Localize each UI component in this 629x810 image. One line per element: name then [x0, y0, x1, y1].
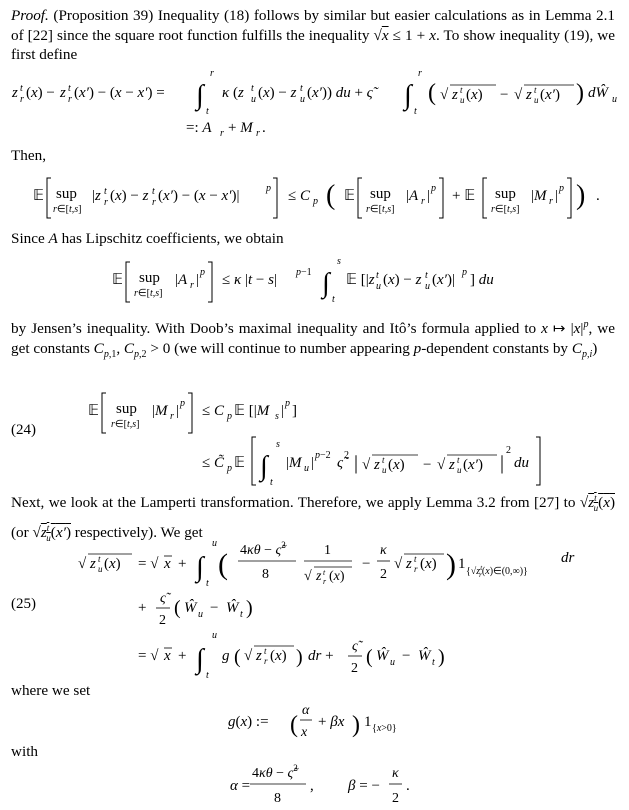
svg-text:t: t [323, 568, 326, 577]
svg-text:r∈[t,s]: r∈[t,s] [366, 204, 395, 215]
svg-text:1: 1 [458, 556, 466, 572]
svg-text:r: r [220, 128, 224, 139]
svg-text:,: , [310, 778, 314, 794]
svg-text:z: z [374, 457, 380, 473]
svg-text:sup: sup [139, 270, 160, 286]
svg-text:(: ( [234, 646, 241, 668]
svg-text:|: | [196, 272, 200, 288]
svg-text:sup: sup [56, 186, 77, 202]
svg-text:z: z [406, 556, 412, 572]
svg-text:): ) [352, 712, 360, 738]
svg-text:{√ztr(x)∈(0,∞)}: {$√z^t$ r(x)∈(0,∞)} [466, 564, 528, 579]
svg-text:p: p [431, 183, 436, 194]
svg-text:p: p [559, 183, 564, 194]
svg-text:Ŵ: Ŵ [226, 600, 239, 616]
svg-text:r: r [264, 656, 268, 666]
svg-text:𝔼: 𝔼 [344, 188, 355, 204]
svg-text:t: t [425, 270, 428, 281]
svg-text:r: r [323, 577, 327, 586]
svg-text:|A: |A [175, 272, 188, 288]
equation-alpha-beta [0, 762, 629, 808]
svg-text:8: 8 [262, 567, 269, 582]
svg-text:≤ C̃: ≤ C̃ [202, 455, 224, 471]
svg-text:t: t [300, 83, 303, 94]
svg-text:(x) − z: (x) − z [258, 85, 297, 101]
svg-text:√: √ [244, 648, 253, 664]
lipschitz-paragraph: Since A has Lipschitz coefficients, we obtain [11, 230, 284, 247]
equation-number-24: (24) [11, 422, 36, 438]
svg-text:u: u [460, 95, 465, 105]
svg-text:z: z [256, 648, 262, 664]
svg-text:= √: = √ [138, 556, 159, 572]
svg-text:u: u [425, 281, 430, 292]
svg-text:t: t [251, 83, 254, 94]
svg-text:𝔼 [|M: 𝔼 [|M [234, 403, 270, 419]
svg-text:x: x [301, 725, 308, 740]
svg-text:|: | [281, 403, 285, 419]
svg-text:z: z [526, 87, 532, 103]
equation-g [0, 700, 629, 742]
svg-text:t: t [332, 294, 335, 305]
svg-text:t: t [20, 83, 23, 94]
svg-text:∫: ∫ [196, 644, 204, 675]
svg-text:dŴ: dŴ [588, 85, 608, 101]
svg-text:sup: sup [370, 186, 391, 202]
svg-text:+: + [138, 600, 147, 616]
svg-text:(x′) − (x − x′) =: (x′) − (x − x′) = [74, 85, 165, 101]
svg-text:|: | [427, 188, 431, 204]
svg-text:s: s [276, 439, 280, 450]
svg-text:(x): (x) [420, 556, 437, 572]
svg-text:+: + [178, 556, 187, 572]
svg-text:+ βx: + βx [318, 714, 345, 730]
svg-text:t: t [270, 477, 273, 488]
svg-text:p: p [227, 463, 232, 474]
svg-text:s: s [275, 411, 279, 422]
svg-text:8: 8 [274, 791, 281, 806]
svg-text:𝔼: 𝔼 [33, 188, 44, 204]
svg-text:(: ( [290, 712, 298, 738]
proof-paragraph: Proof. (Proposition 39) Inequality (18) follows by similar but easier calculations as in Lemma 2.1 of [22] since the square root function fulfills the inequality √x ≤ 1 + x. To show inequality (19), we first define [11, 7, 616, 64]
svg-text:+: + [178, 648, 187, 664]
svg-text:4κθ − ς̃2: 4κθ − ς̃$^2$ [252, 763, 298, 781]
svg-text:(x) −: (x) − [26, 85, 55, 101]
svg-text:−: − [210, 600, 219, 616]
svg-text:2: 2 [159, 613, 166, 628]
svg-text:z: z [90, 556, 96, 572]
svg-text:(x): (x) [270, 648, 287, 664]
svg-text:z: z [12, 85, 18, 101]
svg-text:p: p [266, 183, 271, 194]
svg-text:t: t [152, 186, 155, 197]
equation-number-25: (25) [11, 596, 36, 612]
svg-text:∫: ∫ [322, 268, 330, 299]
svg-text:(: ( [366, 646, 373, 668]
svg-text:(x′)|: (x′)| [432, 272, 455, 288]
svg-text:−: − [362, 556, 371, 572]
svg-text:(x): (x) [388, 457, 405, 473]
svg-text:p: p [313, 196, 318, 207]
svg-text:≤ κ |t − s|: ≤ κ |t − s| [222, 272, 277, 288]
svg-text:): ) [576, 180, 586, 211]
svg-text:r: r [256, 128, 260, 139]
svg-text:r: r [418, 68, 422, 79]
equation-lipschitz [0, 250, 629, 310]
svg-text:r: r [68, 94, 72, 105]
svg-text:|M: |M [531, 188, 547, 204]
svg-text:√: √ [304, 569, 312, 584]
svg-text:r: r [20, 94, 24, 105]
svg-text:t: t [206, 578, 209, 589]
svg-text:t: t [240, 609, 243, 620]
svg-text:p: p [200, 267, 205, 278]
svg-text:2: 2 [344, 450, 349, 461]
svg-text:α: α [302, 703, 310, 718]
svg-text:√: √ [440, 87, 449, 103]
svg-text:(: ( [174, 597, 181, 619]
svg-text:u: u [382, 465, 387, 475]
equation-definition [0, 64, 629, 144]
svg-text:(: ( [218, 548, 228, 581]
svg-text:≤ C: ≤ C [288, 188, 310, 204]
svg-text:1: 1 [364, 714, 372, 730]
svg-text:u: u [300, 94, 305, 105]
then-label: Then, [11, 147, 47, 164]
svg-text:Ŵ: Ŵ [184, 600, 197, 616]
svg-text:r: r [170, 411, 174, 422]
svg-text:{x>0}: {x>0} [372, 723, 397, 734]
svg-text:g(x) :=: g(x) := [228, 714, 269, 730]
svg-text:2: 2 [392, 791, 399, 806]
svg-text:t: t [206, 106, 209, 117]
svg-text:∫: ∫ [196, 80, 204, 111]
svg-text:(x′): (x′) [463, 457, 483, 473]
svg-text:.: . [262, 120, 266, 136]
svg-text:u: u [457, 465, 462, 475]
svg-text:−: − [500, 87, 509, 103]
svg-text:.: . [596, 188, 600, 204]
svg-text:=: A: =: A [186, 120, 212, 136]
svg-text:u: u [304, 463, 309, 474]
svg-text:(x′): (x′) [540, 87, 560, 103]
svg-text:): ) [576, 80, 584, 106]
svg-text:ς̃: ς̃ [160, 591, 166, 606]
svg-text:α =: α = [230, 778, 251, 794]
lamperti-paragraph: Next, we look at the Lamperti transformation. Therefore, we apply Lemma 3.2 from [27] to $√z^t_u(x)$ (or $√z^t_u(x')$ respectively). We get [11, 493, 615, 543]
svg-text:t: t [104, 186, 107, 197]
svg-text:𝔼: 𝔼 [112, 272, 123, 288]
svg-text:√: √ [514, 87, 523, 103]
svg-text:t: t [68, 83, 71, 94]
svg-text:t: t [414, 554, 417, 564]
svg-text:(x) − z: (x) − z [383, 272, 422, 288]
svg-text:(x′) − (x − x′)|: (x′) − (x − x′)| [158, 188, 240, 204]
svg-text:u: u [390, 657, 395, 668]
svg-text:κ: κ [380, 543, 387, 558]
svg-text:t: t [432, 657, 435, 668]
svg-text:|: | [354, 452, 359, 474]
svg-text:2: 2 [380, 567, 387, 582]
svg-text:u: u [612, 94, 617, 105]
svg-text:≤ C: ≤ C [202, 403, 224, 419]
svg-text:x: x [164, 648, 171, 664]
svg-text:|M: |M [152, 403, 168, 419]
svg-text:r∈[t,s]: r∈[t,s] [53, 204, 82, 215]
svg-text:(x) − z: (x) − z [110, 188, 149, 204]
svg-text:t: t [534, 85, 537, 95]
svg-text:u: u [376, 281, 381, 292]
svg-text:g: g [222, 648, 230, 664]
svg-text:∫: ∫ [404, 80, 412, 111]
svg-text:|: | [176, 403, 180, 419]
equation-25 [0, 532, 629, 680]
svg-text:𝔼: 𝔼 [234, 455, 245, 471]
svg-text:dr +: dr + [308, 648, 334, 664]
svg-text:(x): (x) [466, 87, 483, 103]
svg-text:z: z [316, 569, 322, 584]
svg-text:u: u [534, 95, 539, 105]
svg-text:−: − [402, 648, 411, 664]
svg-text:∫: ∫ [260, 451, 268, 482]
svg-text:t: t [264, 646, 267, 656]
svg-text:r∈[t,s]: r∈[t,s] [491, 204, 520, 215]
svg-text:2: 2 [506, 445, 511, 456]
svg-text:−: − [423, 457, 432, 473]
svg-text:du: du [514, 455, 529, 471]
svg-text:t: t [414, 106, 417, 117]
svg-text:4κθ − ς̃2: 4κθ − ς̃$^2$ [240, 540, 286, 558]
svg-text:u: u [251, 94, 256, 105]
svg-text:]: ] [292, 403, 297, 419]
svg-text:𝔼: 𝔼 [88, 403, 99, 419]
svg-text:ς̃: ς̃ [337, 455, 344, 471]
svg-text:t: t [382, 455, 385, 465]
svg-text:√: √ [78, 556, 87, 572]
svg-text:): ) [438, 646, 445, 668]
svg-text:u: u [212, 630, 217, 641]
where-label: where we set [11, 682, 91, 699]
svg-text:t: t [98, 554, 101, 564]
svg-text:r: r [104, 197, 108, 208]
svg-text:r: r [421, 196, 425, 207]
svg-text:|: | [311, 455, 315, 471]
svg-text:(: ( [326, 180, 336, 211]
jensen-paragraph: by Jensen’s inequality. With Doob’s maximal inequality and Itô’s formula applied to x ↦ $|x|^p$, we get constants $C_{p,1}$, $C_{p,2} > 0$ (we will continue to number appearing p-dependent constants by $C_{p,i}$) [11, 319, 615, 360]
svg-text:t: t [457, 455, 460, 465]
svg-text:(: ( [428, 80, 436, 106]
svg-text:(x): (x) [329, 569, 345, 584]
svg-text:sup: sup [495, 186, 516, 202]
svg-text:|: | [555, 188, 559, 204]
svg-text:] du: ] du [470, 272, 494, 288]
svg-text:sup: sup [116, 401, 137, 417]
svg-text:ς̃: ς̃ [352, 639, 358, 654]
svg-text:r: r [190, 280, 194, 291]
svg-text:t: t [376, 270, 379, 281]
svg-text:s: s [337, 256, 341, 267]
svg-text:|z: |z [92, 188, 101, 204]
svg-text:p−1: p−1 [296, 267, 312, 278]
svg-text:u: u [98, 564, 103, 574]
svg-text:): ) [296, 646, 303, 668]
svg-text:.: . [406, 778, 410, 794]
svg-text:dr: dr [561, 550, 575, 566]
svg-text:|A: |A [406, 188, 419, 204]
svg-text:z: z [449, 457, 455, 473]
equation-then [0, 166, 629, 228]
svg-text:r: r [152, 197, 156, 208]
svg-text:p: p [462, 267, 467, 278]
svg-text:√: √ [362, 457, 371, 473]
svg-text:u: u [198, 609, 203, 620]
svg-text:+ 𝔼: + 𝔼 [452, 188, 476, 204]
svg-text:= √: = √ [138, 648, 159, 664]
svg-text:∫: ∫ [196, 552, 204, 583]
svg-text:κ (z: κ (z [222, 85, 244, 101]
with-label: with [11, 743, 39, 760]
svg-text:r: r [549, 196, 553, 207]
svg-text:p: p [227, 411, 232, 422]
svg-text:p−2: p−2 [315, 450, 331, 461]
svg-text:|: | [500, 452, 505, 474]
svg-text:𝔼 [|z: 𝔼 [|z [346, 272, 375, 288]
svg-text:u: u [212, 538, 217, 549]
svg-text:z: z [452, 87, 458, 103]
svg-text:z: z [60, 85, 66, 101]
svg-text:κ: κ [392, 766, 399, 781]
svg-text:√: √ [394, 556, 403, 572]
svg-text:(x′)) du + ς̃: (x′)) du + ς̃ [307, 85, 373, 101]
svg-text:1: 1 [324, 543, 331, 558]
equation-24 [0, 385, 629, 490]
svg-text:|M: |M [286, 455, 302, 471]
svg-text:+ M: + M [228, 120, 253, 136]
svg-text:p: p [180, 398, 185, 409]
svg-text:t: t [206, 670, 209, 680]
svg-text:r∈[t,s]: r∈[t,s] [111, 419, 140, 430]
svg-text:x: x [164, 556, 171, 572]
svg-text:): ) [246, 597, 253, 619]
svg-text:p: p [285, 398, 290, 409]
svg-text:2: 2 [351, 661, 358, 676]
svg-text:β = −: β = − [348, 778, 380, 794]
svg-text:Ŵ: Ŵ [376, 648, 389, 664]
svg-text:(x): (x) [104, 556, 121, 572]
svg-text:Ŵ: Ŵ [418, 648, 431, 664]
svg-text:r: r [414, 564, 418, 574]
svg-text:√: √ [437, 457, 446, 473]
svg-text:): ) [446, 548, 456, 581]
svg-text:r: r [210, 68, 214, 79]
svg-text:r∈[t,s]: r∈[t,s] [134, 288, 163, 299]
svg-text:t: t [460, 85, 463, 95]
